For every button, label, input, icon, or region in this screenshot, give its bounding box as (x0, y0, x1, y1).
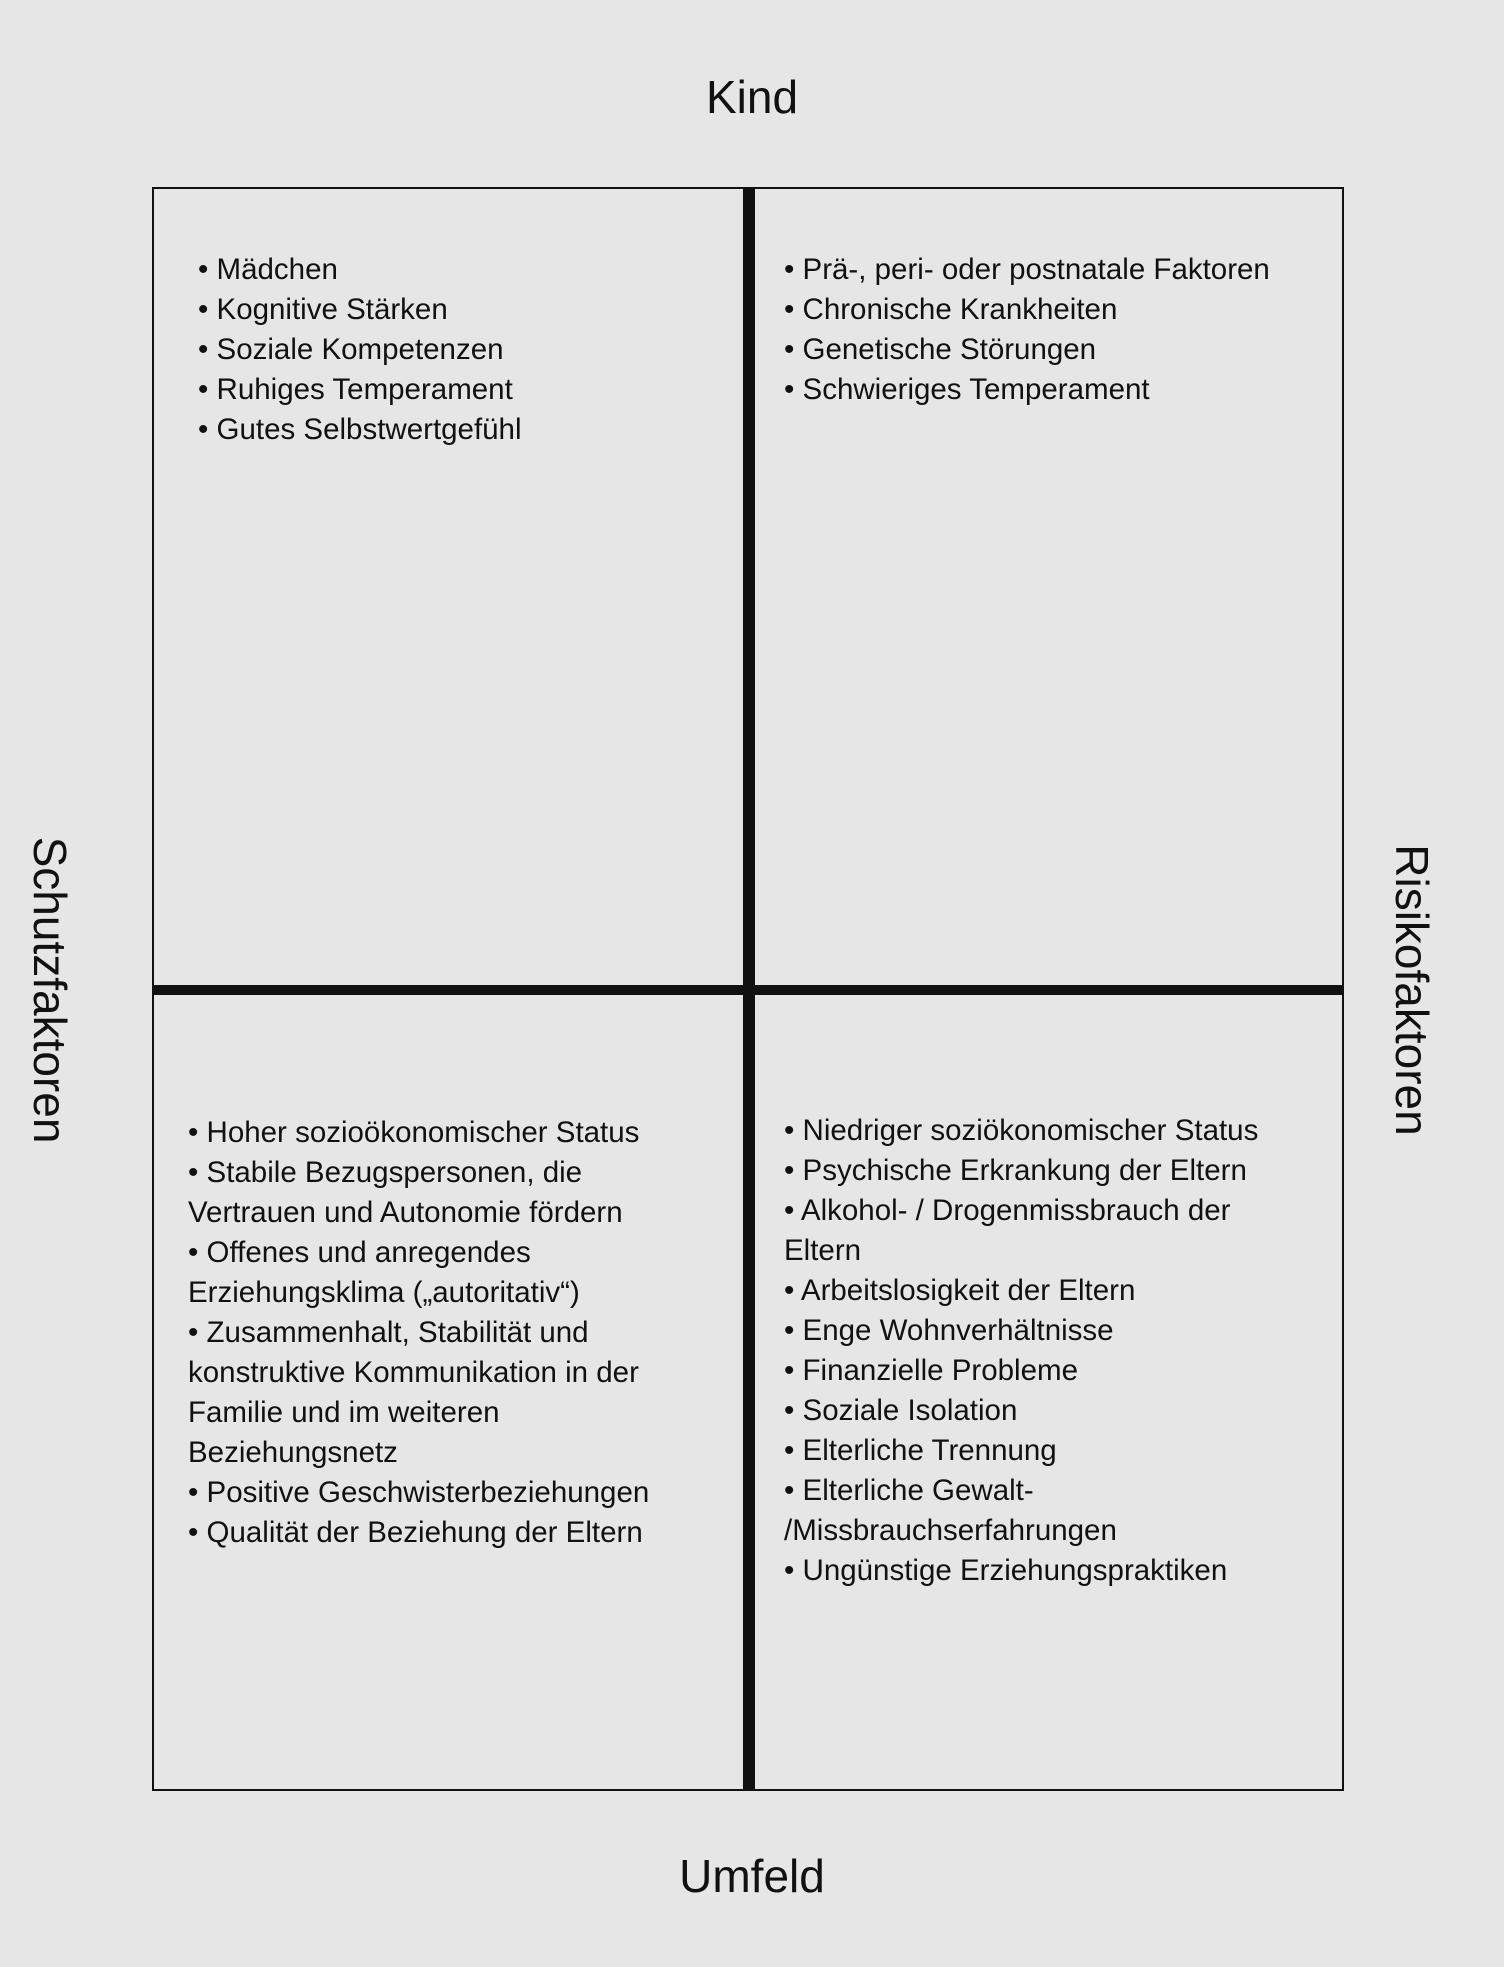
list-item: • Zusammenhalt, Stabilität und (188, 1316, 589, 1349)
list-item: Vertrauen und Autonomie fördern (188, 1196, 623, 1229)
axis-label-schutzfaktoren: Schutzfaktoren (24, 836, 76, 1144)
list-item: Beziehungsnetz (188, 1436, 398, 1469)
list-item: • Offenes und anregendes (188, 1236, 531, 1269)
list-item: • Ungünstige Erziehungspraktiken (784, 1554, 1228, 1587)
horizontal-divider (152, 985, 1344, 995)
list-item: • Gutes Selbstwertgefühl (198, 413, 522, 446)
list-item: • Positive Geschwisterbeziehungen (188, 1476, 650, 1509)
axis-label-kind: Kind (705, 71, 799, 123)
list-item: Erziehungsklima („autoritativ“) (188, 1276, 580, 1309)
list-item: • Genetische Störungen (784, 333, 1097, 366)
list-item: • Soziale Isolation (784, 1394, 1018, 1427)
list-item: • Elterliche Gewalt- (784, 1474, 1034, 1507)
list-item: konstruktive Kommunikation in der (188, 1356, 639, 1389)
list-item: • Schwieriges Temperament (784, 373, 1150, 406)
list-item: • Qualität der Beziehung der Eltern (188, 1516, 643, 1549)
list-item: • Psychische Erkrankung der Eltern (784, 1154, 1247, 1187)
list-item: • Kognitive Stärken (198, 293, 448, 326)
list-item: • Soziale Kompetenzen (198, 333, 504, 366)
quadrant-environment-protective (188, 1113, 649, 1553)
list-item: • Stabile Bezugspersonen, die (188, 1156, 583, 1189)
list-item: • Alkohol- / Drogenmissbrauch der (784, 1194, 1231, 1227)
list-item: • Arbeitslosigkeit der Eltern (784, 1274, 1136, 1307)
list-item: • Prä-, peri- oder postnatale Faktoren (784, 253, 1270, 286)
list-item: • Enge Wohnverhältnisse (784, 1314, 1114, 1347)
list-item: Eltern (784, 1234, 862, 1267)
quadrant-child-protective (198, 250, 522, 450)
quadrant-child-risk (784, 250, 1270, 410)
axis-label-umfeld: Umfeld (679, 1850, 825, 1902)
list-item: • Hoher sozioökonomischer Status (188, 1116, 640, 1149)
list-item: • Mädchen (198, 253, 338, 286)
list-item: • Ruhiges Temperament (198, 373, 513, 406)
list-item: • Elterliche Trennung (784, 1434, 1057, 1467)
list-item: /Missbrauchserfahrungen (784, 1514, 1117, 1547)
list-item: Familie und im weiteren (188, 1396, 500, 1429)
list-item: • Chronische Krankheiten (784, 293, 1118, 326)
list-item: • Finanzielle Probleme (784, 1354, 1078, 1387)
list-item: • Niedriger soziökonomischer Status (784, 1114, 1259, 1147)
axis-label-risikofaktoren: Risikofaktoren (1386, 844, 1438, 1136)
quadrant-environment-risk (784, 1111, 1258, 1591)
